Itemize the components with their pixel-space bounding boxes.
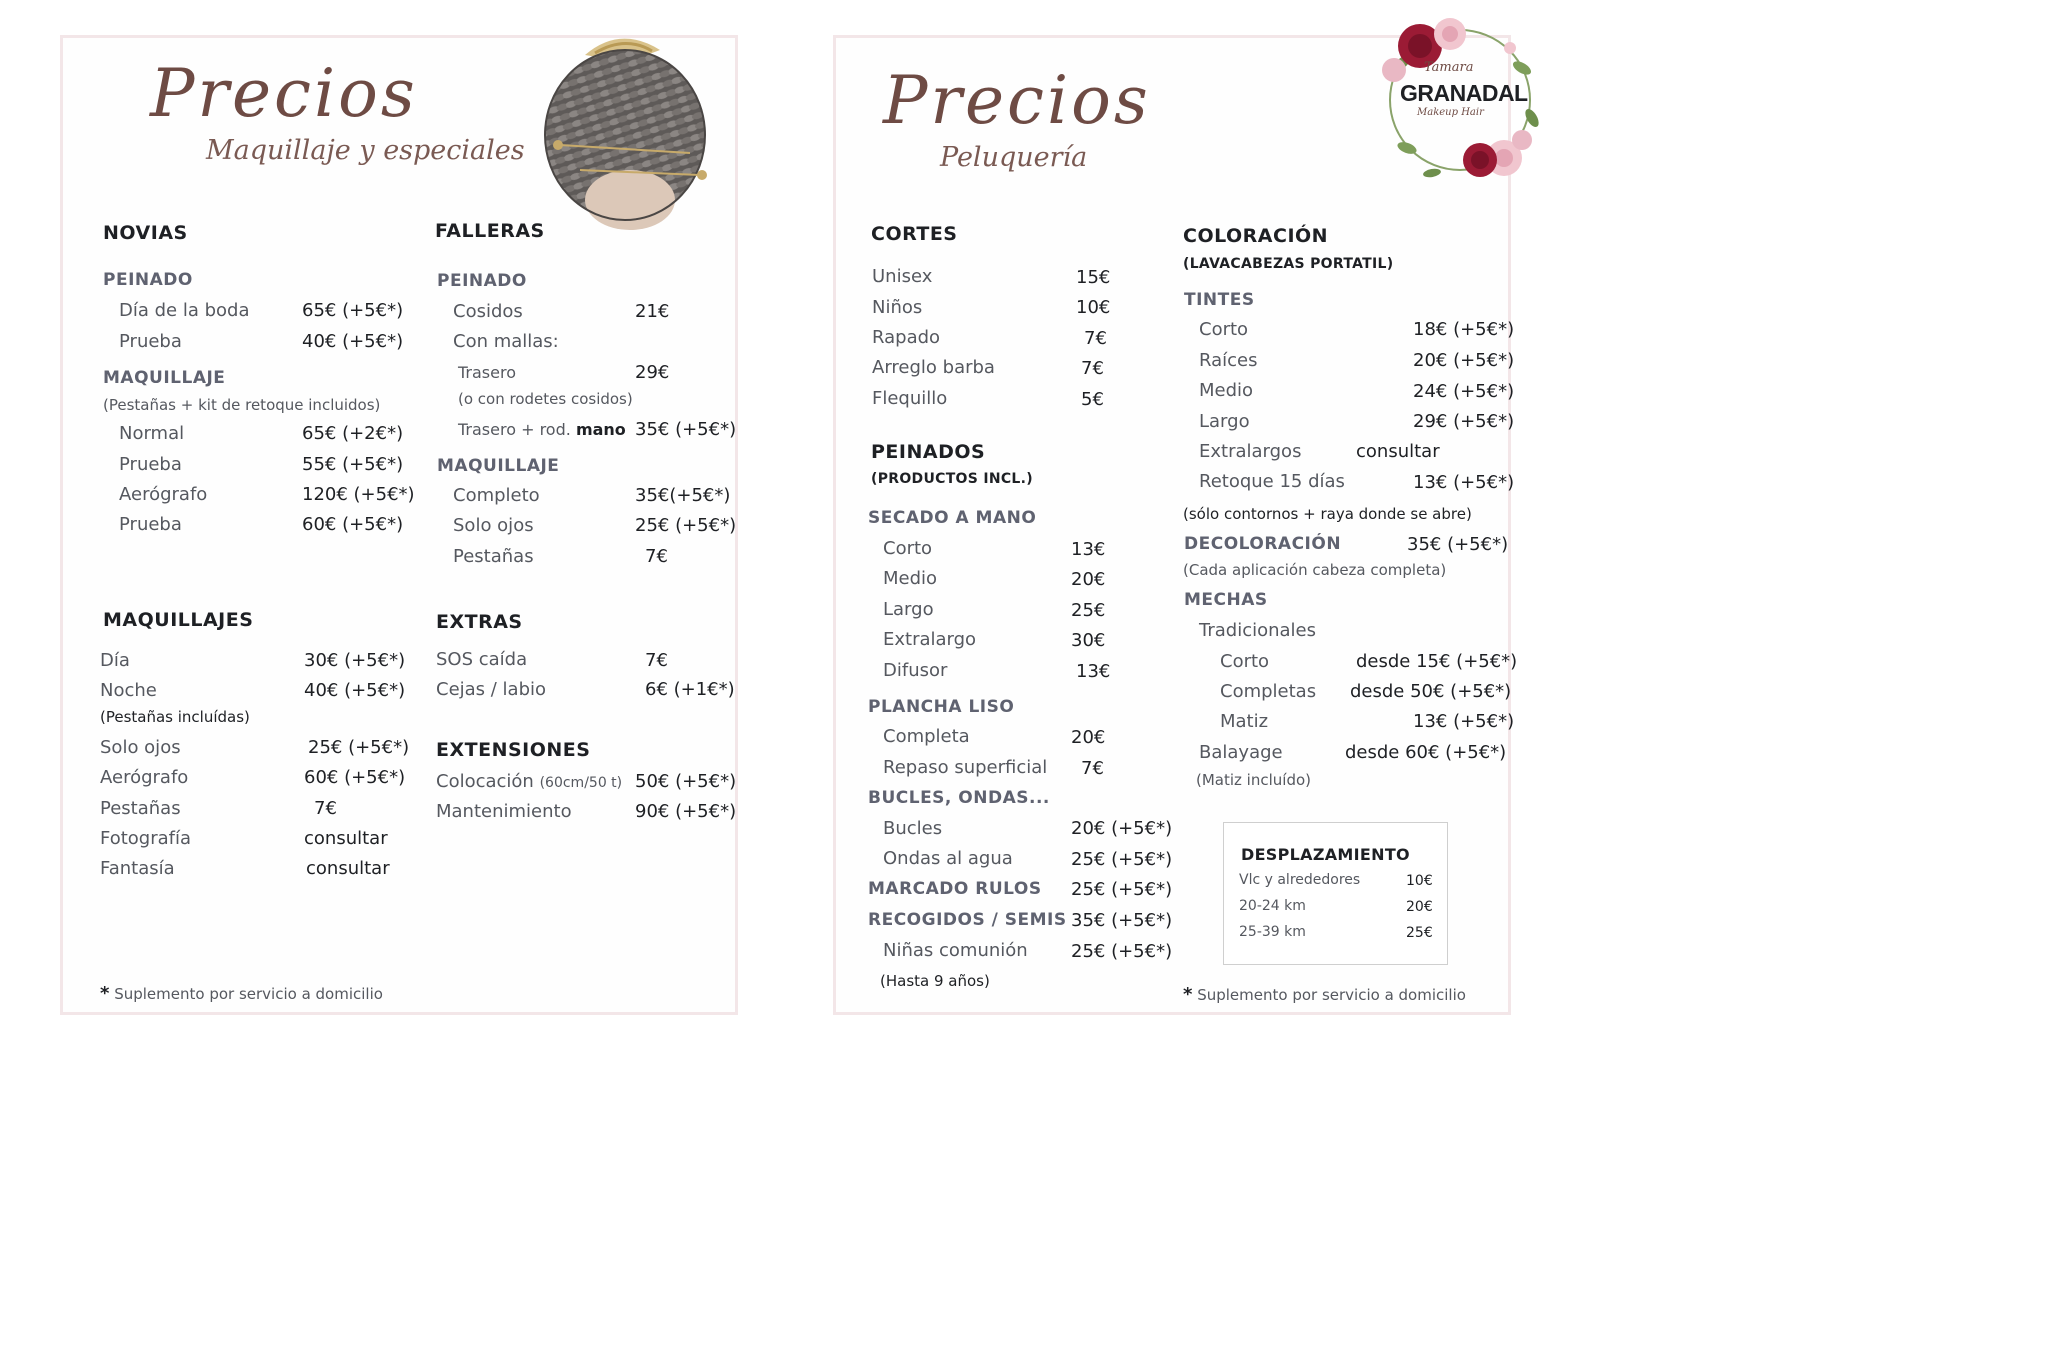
- desplazamiento-item-price: 10€: [1406, 873, 1433, 889]
- mechas-item-name: Completas: [1220, 681, 1317, 702]
- logo-tagline: Makeup Hair: [1417, 107, 1484, 118]
- cortes-item-name: Niños: [872, 297, 923, 318]
- mechas-item-name: Matiz: [1220, 711, 1269, 732]
- novias-peinado-item-name: Prueba: [119, 331, 182, 352]
- balayage-price: desde 60€ (+5€*): [1345, 742, 1507, 763]
- novias-maquillaje-item-price: 55€ (+5€*): [302, 454, 404, 475]
- novias-maquillaje-item-name: Prueba: [119, 514, 182, 535]
- footnote-star: *: [1183, 984, 1193, 1005]
- tintes-heading: TINTES: [1184, 290, 1255, 310]
- novias-maquillaje-note: (Pestañas + kit de retoque incluidos): [103, 396, 381, 414]
- cortes-item-name: Unisex: [872, 266, 933, 287]
- footnote-text: Suplemento por servicio a domicilio: [114, 985, 383, 1003]
- tintes-item-name: Largo: [1199, 411, 1250, 432]
- plancha-item-name: Repaso superficial: [883, 757, 1048, 778]
- falleras-maquillaje-item-name: Pestañas: [453, 546, 534, 567]
- tintes-item-name: Raíces: [1199, 350, 1258, 371]
- cortes-item-price: 7€: [1081, 358, 1104, 379]
- falleras-maquillaje-item-name: Solo ojos: [453, 515, 534, 536]
- peinados-subheading: (PRODUCTOS INCL.): [871, 471, 1033, 487]
- marcado-rulos-name: MARCADO RULOS: [868, 879, 1042, 899]
- decoloracion-price: 35€ (+5€*): [1407, 534, 1509, 555]
- extensiones-mantenimiento-name: Mantenimiento: [436, 801, 572, 822]
- ninas-comunion-name: Niñas comunión: [883, 940, 1028, 961]
- novias-peinado-heading: PEINADO: [103, 270, 193, 290]
- falleras-maquillaje-item-price: 25€ (+5€*): [635, 515, 737, 536]
- extras-item-price: 6€ (+1€*): [645, 679, 735, 700]
- desplazamiento-item-name: 20-24 km: [1239, 898, 1306, 914]
- secado-item-price: 30€: [1071, 630, 1106, 651]
- left-subtitle: Maquillaje y especiales: [206, 135, 525, 166]
- plancha-heading: PLANCHA LISO: [868, 697, 1015, 717]
- falleras-mallas-label: Con mallas:: [453, 331, 559, 352]
- secado-item-price: 25€: [1071, 600, 1106, 621]
- mechas-item-name: Corto: [1220, 651, 1270, 672]
- maquillajes-dia-name: Día: [100, 650, 130, 671]
- recogidos-price: 35€ (+5€*): [1071, 910, 1173, 931]
- secado-item-price: 13€: [1071, 539, 1106, 560]
- secado-item-name: Extralargo: [883, 629, 977, 650]
- right-subtitle: Peluquería: [940, 142, 1088, 173]
- maquillajes-item-name: Fantasía: [100, 858, 175, 879]
- coloracion-heading: COLORACIÓN: [1183, 225, 1329, 247]
- tintes-item-name: Extralargos: [1199, 441, 1302, 462]
- mechas-item-price: desde 15€ (+5€*): [1356, 651, 1518, 672]
- left-title: Precios: [150, 55, 418, 132]
- mechas-heading: MECHAS: [1184, 590, 1268, 610]
- maquillajes-dia-price: 30€ (+5€*): [304, 650, 406, 671]
- bucles-item-name: Ondas al agua: [883, 848, 1013, 869]
- mechas-tradicionales-label: Tradicionales: [1199, 620, 1317, 641]
- maquillajes-item-price: consultar: [306, 858, 390, 879]
- maquillajes-item-name: Fotografía: [100, 828, 192, 849]
- extensiones-colocacion-price: 50€ (+5€*): [635, 771, 737, 792]
- decoloracion-note: (Cada aplicación cabeza completa): [1183, 561, 1447, 579]
- decoloracion-name: DECOLORACIÓN: [1184, 534, 1342, 554]
- falleras-trasero-rod-bold: mano: [575, 420, 626, 439]
- extras-heading: EXTRAS: [436, 611, 523, 633]
- secado-item-price: 20€: [1071, 569, 1106, 590]
- falleras-maquillaje-item-price: 7€: [645, 546, 668, 567]
- bucles-heading: BUCLES, ONDAS...: [868, 788, 1050, 808]
- extensiones-colocacion-name: [436, 771, 622, 792]
- falleras-trasero-name: Trasero: [458, 363, 516, 382]
- falleras-peinado-heading: PEINADO: [437, 271, 527, 291]
- tintes-item-name: Medio: [1199, 380, 1254, 401]
- extras-item-name: Cejas / labio: [436, 679, 547, 700]
- novias-maquillaje-item-price: 65€ (+2€*): [302, 423, 404, 444]
- novias-maquillaje-item-name: Aerógrafo: [119, 484, 208, 505]
- desplazamiento-box: [1223, 822, 1448, 965]
- plancha-item-name: Completa: [883, 726, 970, 747]
- mechas-item-price: 13€ (+5€*): [1413, 711, 1515, 732]
- falleras-maquillaje-item-name: Completo: [453, 485, 540, 506]
- falleras-trasero-rod-name: [458, 420, 626, 439]
- maquillajes-noche-note: (Pestañas incluídas): [100, 708, 250, 726]
- novias-peinado-item-price: 40€ (+5€*): [302, 331, 404, 352]
- ninas-comunion-price: 25€ (+5€*): [1071, 941, 1173, 962]
- plancha-item-price: 7€: [1081, 758, 1104, 779]
- novias-maquillaje-item-price: 60€ (+5€*): [302, 514, 404, 535]
- tintes-item-name: Corto: [1199, 319, 1249, 340]
- bucles-item-price: 20€ (+5€*): [1071, 818, 1173, 839]
- rose-wreath-logo: [1372, 8, 1558, 188]
- logo-name: GRANADAL: [1400, 80, 1528, 106]
- secado-item-name: Difusor: [883, 660, 948, 681]
- cortes-heading: CORTES: [871, 223, 958, 245]
- braided-updo-illustration: [540, 25, 750, 245]
- falleras-trasero-price: 29€: [635, 362, 670, 383]
- tintes-item-price: 24€ (+5€*): [1413, 381, 1515, 402]
- right-footnote: [1183, 984, 1466, 1005]
- maquillajes-item-price: 60€ (+5€*): [304, 767, 406, 788]
- ninas-comunion-note: (Hasta 9 años): [880, 972, 990, 990]
- balayage-note: (Matiz incluído): [1196, 771, 1311, 789]
- tintes-item-price: 18€ (+5€*): [1413, 319, 1515, 340]
- secado-item-name: Corto: [883, 538, 933, 559]
- mechas-item-price: desde 50€ (+5€*): [1350, 681, 1512, 702]
- tintes-item-price: consultar: [1356, 441, 1440, 462]
- maquillajes-noche-name: Noche: [100, 680, 157, 701]
- falleras-trasero-rod-price: 35€ (+5€*): [635, 419, 737, 440]
- falleras-trasero-note: (o con rodetes cosidos): [458, 390, 633, 408]
- coloracion-subheading: (LAVACABEZAS PORTATIL): [1183, 256, 1394, 272]
- extras-item-price: 7€: [645, 650, 668, 671]
- maquillajes-heading: MAQUILLAJES: [103, 609, 254, 631]
- cortes-item-name: Rapado: [872, 327, 941, 348]
- desplazamiento-item-name: Vlc y alrededores: [1239, 872, 1361, 888]
- novias-maquillaje-item-name: Normal: [119, 423, 185, 444]
- secado-item-name: Largo: [883, 599, 934, 620]
- left-footnote: [100, 983, 383, 1004]
- maquillajes-item-price: 7€: [314, 798, 337, 819]
- logo-script: Tamara: [1424, 60, 1474, 75]
- extensiones-mantenimiento-price: 90€ (+5€*): [635, 801, 737, 822]
- secado-heading: SECADO A MANO: [868, 508, 1037, 528]
- maquillajes-item-price: consultar: [304, 828, 388, 849]
- extras-item-name: SOS caída: [436, 649, 528, 670]
- falleras-trasero-rod-label: Trasero + rod.: [458, 420, 571, 439]
- right-title: Precios: [883, 62, 1151, 139]
- plancha-item-price: 20€: [1071, 727, 1106, 748]
- bucles-item-name: Bucles: [883, 818, 943, 839]
- maquillajes-item-price: 25€ (+5€*): [308, 737, 410, 758]
- secado-item-price: 13€: [1076, 661, 1111, 682]
- maquillajes-noche-price: 40€ (+5€*): [304, 680, 406, 701]
- footnote-star: *: [100, 983, 110, 1004]
- balayage-name: Balayage: [1199, 742, 1283, 763]
- desplazamiento-item-price: 25€: [1406, 925, 1433, 941]
- falleras-heading: FALLERAS: [435, 220, 545, 242]
- cortes-item-price: 10€: [1076, 297, 1111, 318]
- cortes-item-price: 7€: [1084, 328, 1107, 349]
- extensiones-heading: EXTENSIONES: [436, 739, 591, 761]
- novias-maquillaje-heading: MAQUILLAJE: [103, 368, 226, 388]
- cortes-item-name: Flequillo: [872, 388, 948, 409]
- extensiones-colocacion-detail: (60cm/50 t): [539, 775, 623, 791]
- maquillajes-item-name: Aerógrafo: [100, 767, 189, 788]
- novias-peinado-item-name: Día de la boda: [119, 300, 250, 321]
- extensiones-colocacion-label: Colocación: [436, 771, 534, 792]
- bucles-item-price: 25€ (+5€*): [1071, 849, 1173, 870]
- desplazamiento-heading: DESPLAZAMIENTO: [1241, 845, 1410, 864]
- recogidos-name: RECOGIDOS / SEMIS: [868, 910, 1067, 930]
- novias-maquillaje-item-price: 120€ (+5€*): [302, 484, 415, 505]
- tintes-item-price: 29€ (+5€*): [1413, 411, 1515, 432]
- novias-peinado-item-price: 65€ (+5€*): [302, 300, 404, 321]
- falleras-cosidos-price: 21€: [635, 301, 670, 322]
- maquillajes-item-name: Pestañas: [100, 798, 181, 819]
- desplazamiento-item-name: 25-39 km: [1239, 924, 1306, 940]
- secado-item-name: Medio: [883, 568, 938, 589]
- marcado-rulos-price: 25€ (+5€*): [1071, 879, 1173, 900]
- tintes-item-price: 20€ (+5€*): [1413, 350, 1515, 371]
- falleras-maquillaje-item-price: 35€(+5€*): [635, 485, 731, 506]
- cortes-item-name: Arreglo barba: [872, 357, 995, 378]
- retoque-note: (sólo contornos + raya donde se abre): [1183, 505, 1472, 523]
- novias-maquillaje-item-name: Prueba: [119, 454, 182, 475]
- maquillajes-item-name: Solo ojos: [100, 737, 181, 758]
- cortes-item-price: 5€: [1081, 389, 1104, 410]
- falleras-cosidos-name: Cosidos: [453, 301, 523, 322]
- cortes-item-price: 15€: [1076, 267, 1111, 288]
- tintes-item-price: 13€ (+5€*): [1413, 472, 1515, 493]
- footnote-text: Suplemento por servicio a domicilio: [1197, 986, 1466, 1004]
- peinados-heading: PEINADOS: [871, 441, 986, 463]
- tintes-item-name: Retoque 15 días: [1199, 471, 1345, 492]
- falleras-maquillaje-heading: MAQUILLAJE: [437, 456, 560, 476]
- novias-heading: NOVIAS: [103, 222, 188, 244]
- desplazamiento-item-price: 20€: [1406, 899, 1433, 915]
